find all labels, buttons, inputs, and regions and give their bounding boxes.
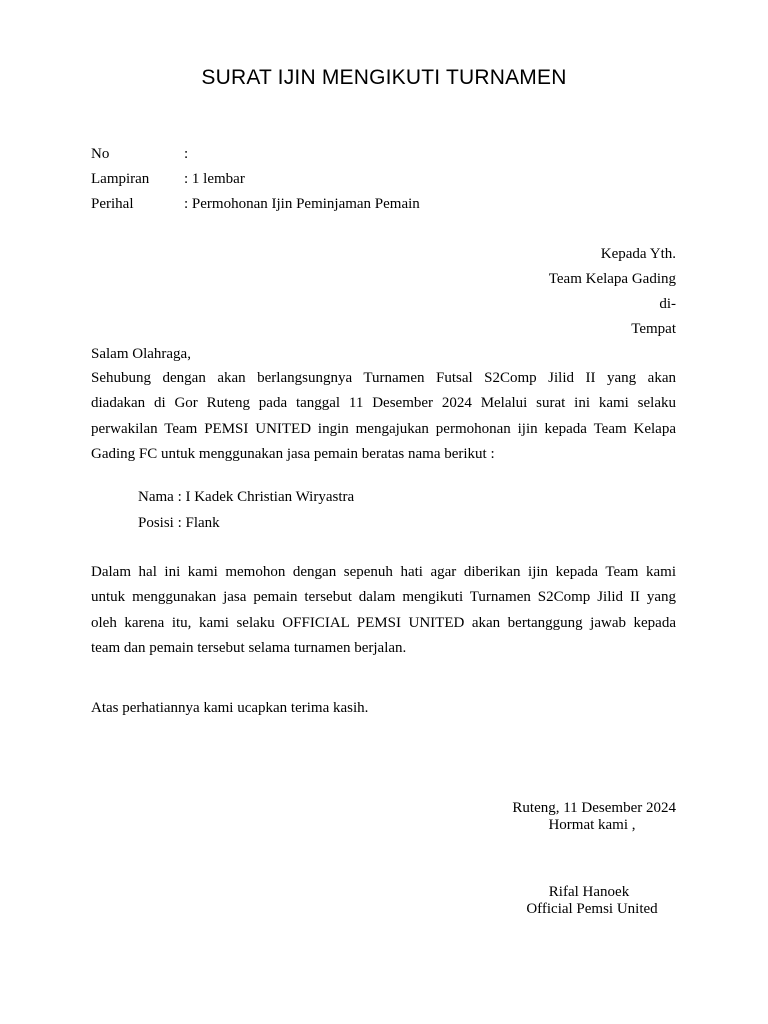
recipient-line-4: Tempat (631, 321, 676, 337)
meta-label-lampiran: Lampiran (91, 171, 150, 187)
paragraph-request-line: oleh karena itu, kami selaku OFFICIAL PEMSI UNITED akan bertanggung jawab kepada (91, 614, 676, 631)
paragraph-intro (91, 366, 676, 467)
player-name: Nama : I Kadek Christian Wiryastra (138, 489, 355, 505)
recipient-line-3: di- (659, 296, 676, 312)
meta-value-perihal: : Permohonan Ijin Peminjaman Pemain (184, 196, 420, 212)
meta-label-no: No (91, 146, 110, 162)
paragraph-intro-line: perwakilan Team PEMSI UNITED ingin mengajukan permohonan ijin kepada Team Kelapa (91, 420, 676, 437)
recipient-line-1: Kepada Yth. (600, 246, 676, 262)
paragraph-intro-line: Sehubung dengan akan berlangsungnya Turnamen Futsal S2Comp Jilid II yang akan (91, 370, 676, 386)
signatory-role: Official Pemsi United (526, 901, 658, 917)
paragraph-request-line: untuk menggunakan jasa pemain tersebut dalam mengikuti Turnamen S2Comp Jilid II yang (91, 589, 676, 606)
paragraph-request-line: team dan pemain tersebut selama turnamen berjalan. (91, 639, 407, 656)
greeting: Salam Olahraga, (91, 346, 191, 362)
closing-sentence: Atas perhatiannya kami ucapkan terima kasih. (91, 700, 369, 716)
recipient-line-2: Team Kelapa Gading (548, 271, 676, 287)
paragraph-intro-line: diadakan di Gor Ruteng pada tanggal 11 Desember 2024 Melalui surat ini kami selaku (91, 395, 676, 412)
signatory-name: Rifal Hanoek (548, 884, 630, 900)
place-date: Ruteng, 11 Desember 2024 (512, 800, 676, 816)
meta-value-no: : (184, 146, 189, 162)
paragraph-intro-line: Gading FC untuk menggunakan jasa pemain beratas nama berikut : (91, 445, 495, 462)
paragraph-request (91, 560, 676, 661)
player-position: Posisi : Flank (138, 515, 220, 531)
meta-value-lampiran: : 1 lembar (184, 171, 245, 187)
letter-title: SURAT IJIN MENGIKUTI TURNAMEN (201, 66, 567, 89)
paragraph-request-line: Dalam hal ini kami memohon dengan sepenuh hati agar diberikan ijin kepada Team kami (91, 564, 676, 580)
meta-label-perihal: Perihal (91, 196, 134, 212)
regards: Hormat kami , (548, 817, 636, 833)
